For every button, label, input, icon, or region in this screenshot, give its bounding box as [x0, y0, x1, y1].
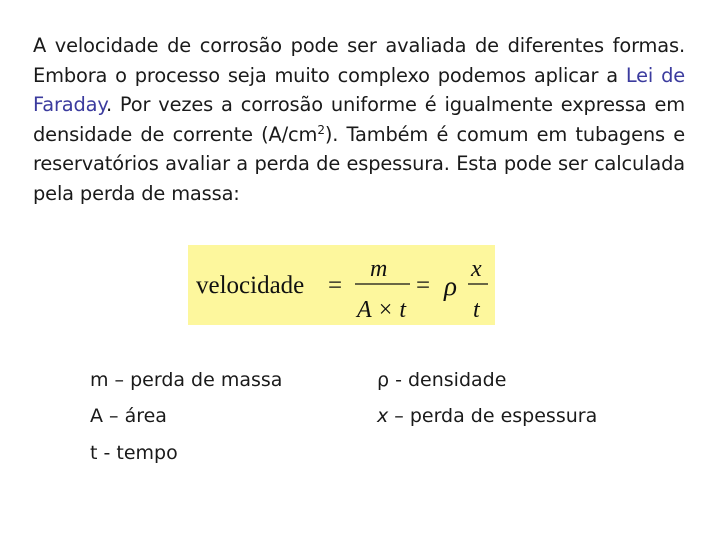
paragraph-text-1: A velocidade de corrosão pode ser avaliada de diferentes formas. Embora o processo seja muito complexo podemos aplicar a: [33, 34, 685, 87]
faraday-law-link[interactable]: Lei de Faraday: [33, 63, 686, 117]
legend-x-text: – perda de espessura: [388, 405, 598, 427]
legend-a: A – área: [90, 405, 167, 427]
paragraph-text-2: . Por vezes a corrosão uniforme é igualmente expressa em densidade de corrente (A/cm: [33, 93, 685, 146]
legend-t: t - tempo: [90, 442, 178, 464]
formula-denominator-t: t: [473, 297, 480, 323]
intro-paragraph: [33, 31, 685, 209]
formula-rho: ρ: [444, 271, 457, 301]
legend-x: [377, 405, 597, 427]
formula-lhs: velocidade: [196, 272, 305, 299]
formula-equals-2: =: [416, 272, 431, 299]
legend-x-symbol: x: [377, 405, 389, 427]
formula-denominator-at: A × t: [357, 297, 407, 323]
paragraph-text-3: ). Também é comum em tubagens e reservatórios avaliar a perda de espessura. Esta pode ser calculada pela perda de massa:: [33, 122, 686, 205]
formula-box: [188, 245, 495, 325]
velocity-formula: [188, 245, 495, 325]
legend-rho: ρ - densidade: [377, 369, 507, 391]
superscript-2: 2: [317, 122, 325, 137]
formula-equals-1: =: [328, 272, 343, 299]
formula-numerator-m: m: [370, 256, 388, 282]
legend-m: m – perda de massa: [90, 369, 283, 391]
formula-numerator-x: x: [471, 256, 482, 282]
